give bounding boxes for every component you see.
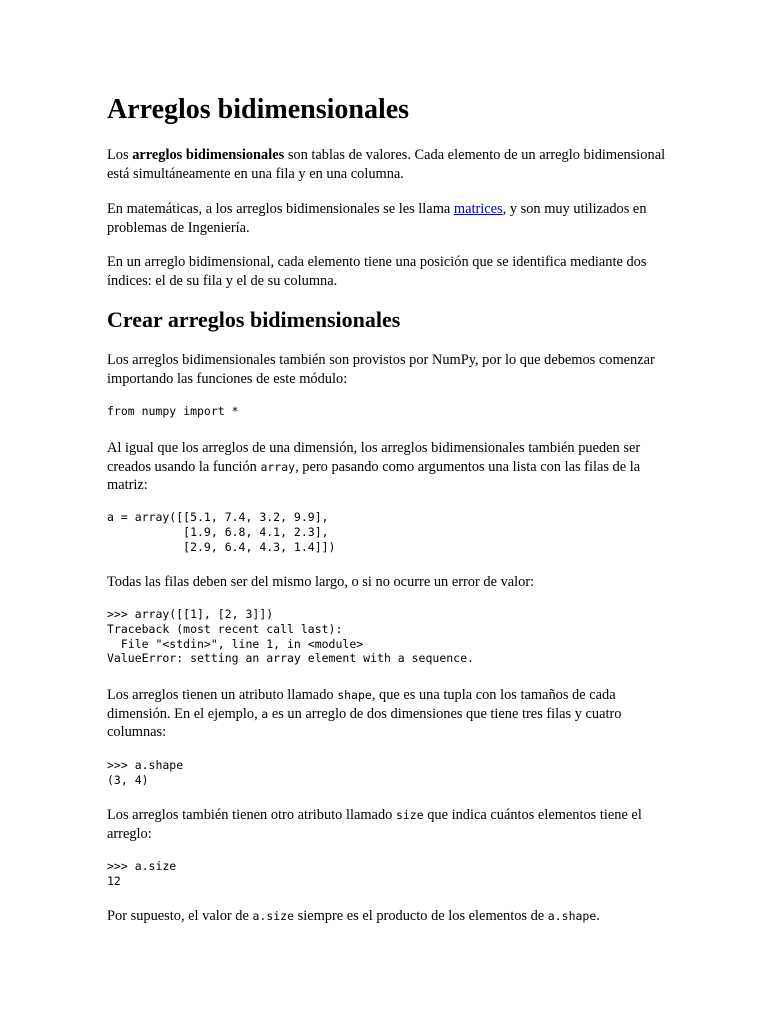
matrices-paragraph [107, 200, 667, 237]
inline-code-a-shape: a.shape [547, 909, 597, 923]
product-paragraph [107, 907, 667, 926]
intro-bold-term: arreglos bidimensionales [132, 147, 285, 163]
array-text-start: Al igual que los arreglos de una dimensión, los arreglos bidimensionales también pueden ser creados usando la función [107, 440, 641, 475]
code-shape: >>> a.shape (3, 4) [107, 758, 184, 787]
inline-code-size: size [395, 808, 424, 822]
matrices-text-start: En matemáticas, a los arreglos bidimensionales se les llama [107, 201, 454, 217]
inline-code-a: a [261, 706, 269, 721]
product-text-mid: siempre es el producto de los elementos de [294, 908, 548, 924]
product-text-end: . [596, 908, 600, 924]
same-length-paragraph: Todas las filas deben ser del mismo largo, o si no ocurre un error de valor: [107, 574, 535, 590]
shape-paragraph [107, 686, 667, 742]
shape-text-start: Los arreglos tienen un atributo llamado [107, 687, 338, 703]
inline-code-array: array [260, 459, 296, 474]
shape-text-end: es un arreglo de dos dimensiones que tiene tres filas y cuatro columnas: [107, 705, 622, 740]
indices-paragraph: En un arreglo bidimensional, cada elemento tiene una posición que se identifica mediante dos índices: el de su fila y el de su columna. [107, 254, 647, 289]
shape-text-mid: , que es una tupla con los tamaños de cada dimensión. En el ejemplo, [107, 687, 616, 722]
inline-code-shape: shape [337, 688, 372, 702]
intro-paragraph [107, 146, 667, 183]
array-text-end: , pero pasando como argumentos una lista con las filas de la matriz: [107, 458, 641, 493]
inline-code-a-size: a.size [252, 909, 295, 923]
code-import: from numpy import * [107, 404, 239, 418]
page-title: Arreglos bidimensionales [107, 94, 410, 125]
size-text-start: Los arreglos también tienen otro atributo llamado [107, 807, 396, 823]
matrices-text-end: , y son muy utilizados en problemas de Ingeniería. [107, 201, 647, 236]
product-text-start: Por supuesto, el valor de [107, 908, 253, 924]
numpy-paragraph: Los arreglos bidimensionales también son provistos por NumPy, por lo que debemos comenzar importando las funciones de este módulo: [107, 352, 655, 387]
size-paragraph [107, 806, 667, 843]
code-size: >>> a.size 12 [107, 859, 177, 888]
code-array-definition: a = array([[5.1, 7.4, 3.2, 9.9], [1.9, 6.8, 4.1, 2.3], [2.9, 6.4, 4.3, 1.4]]) [107, 510, 336, 554]
code-value-error: >>> array([[1], [2, 3]]) Traceback (most recent call last): File "<stdin>", line 1, in <module> ValueError: setting an array element with a sequence. [107, 607, 474, 666]
matrices-link[interactable]: matrices [453, 201, 503, 217]
intro-text-end: son tablas de valores. Cada elemento de un arreglo bidimensional está simultáneamente en una fila y en una columna. [107, 147, 666, 182]
array-function-paragraph [107, 439, 667, 495]
section-title: Crear arreglos bidimensionales [107, 307, 401, 332]
size-text-end: que indica cuántos elementos tiene el arreglo: [107, 807, 642, 842]
intro-text-start: Los [107, 147, 133, 163]
